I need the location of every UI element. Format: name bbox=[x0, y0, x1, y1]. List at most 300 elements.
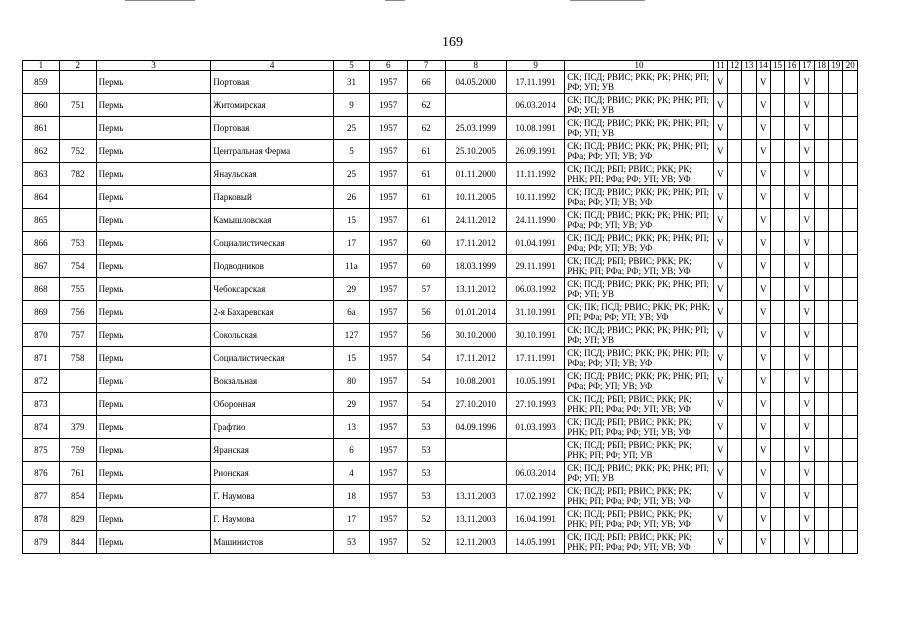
year-cell: 1957 bbox=[369, 439, 407, 462]
row-number: 869 bbox=[23, 301, 60, 324]
street-cell: 2-я Бахаревская bbox=[211, 301, 334, 324]
column-header-11: 11 bbox=[713, 61, 727, 71]
mark-cell-19 bbox=[829, 439, 843, 462]
mark-cell-15 bbox=[770, 324, 784, 347]
city-cell: Пермь bbox=[96, 71, 211, 94]
date-first-cell: 13.11.2003 bbox=[445, 485, 506, 508]
codes-cell: СК; ПСД; РВИС; РКК; РК; РНК; РП; РФ; УП; УВ bbox=[565, 278, 713, 301]
column-header-17: 17 bbox=[799, 61, 814, 71]
codes-cell: СК; ПСД; РБП; РВИС; РКК; РК; РНК; РП; РФа; РФ; УП; УВ; УФ bbox=[565, 416, 713, 439]
mark-cell-15 bbox=[770, 531, 784, 554]
mark-cell-12 bbox=[727, 416, 741, 439]
age-cell: 60 bbox=[407, 255, 445, 278]
date-second-cell: 27.10.1993 bbox=[506, 393, 564, 416]
mark-cell-17: V bbox=[799, 393, 814, 416]
mark-cell-13 bbox=[742, 416, 756, 439]
year-cell: 1957 bbox=[369, 140, 407, 163]
city-cell: Пермь bbox=[96, 370, 211, 393]
codes-cell: СК; ПСД; РБП; РВИС; РКК; РК; РНК; РП; РФа; РФ; УП; УВ; УФ bbox=[565, 163, 713, 186]
mark-cell-17: V bbox=[799, 370, 814, 393]
house-cell: 15 bbox=[334, 347, 370, 370]
mark-cell-14: V bbox=[756, 117, 770, 140]
mark-cell-20 bbox=[843, 462, 858, 485]
mark-cell-13 bbox=[742, 232, 756, 255]
mark-cell-15 bbox=[770, 186, 784, 209]
city-cell: Пермь bbox=[96, 301, 211, 324]
record-id: 759 bbox=[59, 439, 96, 462]
mark-cell-20 bbox=[843, 531, 858, 554]
record-id: 854 bbox=[59, 485, 96, 508]
mark-cell-20 bbox=[843, 393, 858, 416]
mark-cell-13 bbox=[742, 186, 756, 209]
mark-cell-14: V bbox=[756, 209, 770, 232]
mark-cell-16 bbox=[785, 232, 799, 255]
header-row bbox=[23, 61, 858, 71]
year-cell: 1957 bbox=[369, 485, 407, 508]
mark-cell-18 bbox=[814, 462, 828, 485]
row-number: 861 bbox=[23, 117, 60, 140]
column-header-6: 6 bbox=[369, 61, 407, 71]
mark-cell-18 bbox=[814, 301, 828, 324]
date-second-cell: 06.03.1992 bbox=[506, 278, 564, 301]
city-cell: Пермь bbox=[96, 117, 211, 140]
mark-cell-20 bbox=[843, 508, 858, 531]
mark-cell-20 bbox=[843, 324, 858, 347]
mark-cell-12 bbox=[727, 117, 741, 140]
date-second-cell bbox=[506, 439, 564, 462]
mark-cell-15 bbox=[770, 163, 784, 186]
mark-cell-14: V bbox=[756, 508, 770, 531]
house-cell: 15 bbox=[334, 209, 370, 232]
mark-cell-11: V bbox=[713, 94, 727, 117]
year-cell: 1957 bbox=[369, 117, 407, 140]
codes-cell: СК; ПСД; РБП; РВИС; РКК; РК; РНК; РП; РФ; УП; УВ bbox=[565, 439, 713, 462]
mark-cell-13 bbox=[742, 347, 756, 370]
age-cell: 62 bbox=[407, 94, 445, 117]
date-first-cell: 25.03.1999 bbox=[445, 117, 506, 140]
date-second-cell: 29.11.1991 bbox=[506, 255, 564, 278]
table-row bbox=[23, 485, 858, 508]
mark-cell-11: V bbox=[713, 485, 727, 508]
mark-cell-14: V bbox=[756, 278, 770, 301]
record-id: 757 bbox=[59, 324, 96, 347]
date-first-cell bbox=[445, 94, 506, 117]
mark-cell-18 bbox=[814, 255, 828, 278]
top-rule-right bbox=[570, 0, 645, 1]
mark-cell-16 bbox=[785, 117, 799, 140]
age-cell: 66 bbox=[407, 71, 445, 94]
date-second-cell: 06.03.2014 bbox=[506, 462, 564, 485]
date-second-cell: 16.04.1991 bbox=[506, 508, 564, 531]
date-first-cell: 01.01.2014 bbox=[445, 301, 506, 324]
row-number: 865 bbox=[23, 209, 60, 232]
row-number: 866 bbox=[23, 232, 60, 255]
street-cell: Графтио bbox=[211, 416, 334, 439]
house-cell: 6 bbox=[334, 439, 370, 462]
mark-cell-19 bbox=[829, 416, 843, 439]
mark-cell-18 bbox=[814, 439, 828, 462]
age-cell: 53 bbox=[407, 439, 445, 462]
mark-cell-18 bbox=[814, 531, 828, 554]
street-cell: Оборонная bbox=[211, 393, 334, 416]
table-row bbox=[23, 508, 858, 531]
mark-cell-12 bbox=[727, 140, 741, 163]
year-cell: 1957 bbox=[369, 278, 407, 301]
house-cell: 13 bbox=[334, 416, 370, 439]
age-cell: 62 bbox=[407, 117, 445, 140]
city-cell: Пермь bbox=[96, 416, 211, 439]
mark-cell-19 bbox=[829, 94, 843, 117]
record-id: 754 bbox=[59, 255, 96, 278]
mark-cell-18 bbox=[814, 209, 828, 232]
mark-cell-12 bbox=[727, 278, 741, 301]
mark-cell-19 bbox=[829, 186, 843, 209]
mark-cell-11: V bbox=[713, 324, 727, 347]
record-id: 753 bbox=[59, 232, 96, 255]
date-second-cell: 30.10.1991 bbox=[506, 324, 564, 347]
mark-cell-12 bbox=[727, 71, 741, 94]
table-row bbox=[23, 163, 858, 186]
column-header-10: 10 bbox=[565, 61, 713, 71]
year-cell: 1957 bbox=[369, 416, 407, 439]
date-first-cell: 04.05.2000 bbox=[445, 71, 506, 94]
codes-cell: СК; ПСД; РВИС; РКК; РК; РНК; РП; РФа; РФ; УП; УВ; УФ bbox=[565, 140, 713, 163]
table-body bbox=[23, 71, 858, 554]
mark-cell-16 bbox=[785, 278, 799, 301]
column-header-1: 1 bbox=[23, 61, 60, 71]
mark-cell-17: V bbox=[799, 278, 814, 301]
mark-cell-17: V bbox=[799, 163, 814, 186]
column-header-13: 13 bbox=[742, 61, 756, 71]
mark-cell-20 bbox=[843, 94, 858, 117]
date-second-cell: 17.02.1992 bbox=[506, 485, 564, 508]
street-cell: Г. Наумова bbox=[211, 485, 334, 508]
age-cell: 61 bbox=[407, 186, 445, 209]
year-cell: 1957 bbox=[369, 324, 407, 347]
table-row bbox=[23, 94, 858, 117]
age-cell: 52 bbox=[407, 508, 445, 531]
mark-cell-14: V bbox=[756, 370, 770, 393]
mark-cell-14: V bbox=[756, 140, 770, 163]
mark-cell-17: V bbox=[799, 416, 814, 439]
table-row bbox=[23, 71, 858, 94]
house-cell: 29 bbox=[334, 278, 370, 301]
mark-cell-16 bbox=[785, 439, 799, 462]
mark-cell-12 bbox=[727, 531, 741, 554]
house-cell: 80 bbox=[334, 370, 370, 393]
mark-cell-12 bbox=[727, 94, 741, 117]
mark-cell-19 bbox=[829, 278, 843, 301]
house-cell: 25 bbox=[334, 163, 370, 186]
row-number: 874 bbox=[23, 416, 60, 439]
row-number: 860 bbox=[23, 94, 60, 117]
mark-cell-11: V bbox=[713, 508, 727, 531]
row-number: 871 bbox=[23, 347, 60, 370]
date-second-cell: 31.10.1991 bbox=[506, 301, 564, 324]
mark-cell-19 bbox=[829, 209, 843, 232]
mark-cell-11: V bbox=[713, 209, 727, 232]
record-id: 752 bbox=[59, 140, 96, 163]
mark-cell-12 bbox=[727, 255, 741, 278]
codes-cell: СК; ПСД; РВИС; РКК; РК; РНК; РП; РФ; УП; УВ bbox=[565, 462, 713, 485]
mark-cell-13 bbox=[742, 370, 756, 393]
year-cell: 1957 bbox=[369, 370, 407, 393]
mark-cell-17: V bbox=[799, 186, 814, 209]
house-cell: 26 bbox=[334, 186, 370, 209]
date-first-cell: 30.10.2000 bbox=[445, 324, 506, 347]
date-second-cell: 10.11.1992 bbox=[506, 186, 564, 209]
mark-cell-11: V bbox=[713, 163, 727, 186]
mark-cell-14: V bbox=[756, 163, 770, 186]
mark-cell-18 bbox=[814, 117, 828, 140]
city-cell: Пермь bbox=[96, 531, 211, 554]
date-first-cell: 18.03.1999 bbox=[445, 255, 506, 278]
house-cell: 53 bbox=[334, 531, 370, 554]
mark-cell-14: V bbox=[756, 255, 770, 278]
mark-cell-15 bbox=[770, 71, 784, 94]
mark-cell-19 bbox=[829, 485, 843, 508]
table-row bbox=[23, 255, 858, 278]
mark-cell-19 bbox=[829, 71, 843, 94]
mark-cell-15 bbox=[770, 508, 784, 531]
mark-cell-20 bbox=[843, 416, 858, 439]
mark-cell-19 bbox=[829, 508, 843, 531]
mark-cell-17: V bbox=[799, 301, 814, 324]
codes-cell: СК; ПСД; РВИС; РКК; РК; РНК; РП; РФ; УП; УВ bbox=[565, 117, 713, 140]
record-id bbox=[59, 370, 96, 393]
street-cell: Янаульская bbox=[211, 163, 334, 186]
mark-cell-14: V bbox=[756, 531, 770, 554]
date-first-cell: 13.11.2012 bbox=[445, 278, 506, 301]
table-row bbox=[23, 117, 858, 140]
codes-cell: СК; ПСД; РВИС; РКК; РК; РНК; РП; РФа; РФ; УП; УВ; УФ bbox=[565, 186, 713, 209]
mark-cell-17: V bbox=[799, 232, 814, 255]
house-cell: 127 bbox=[334, 324, 370, 347]
mark-cell-20 bbox=[843, 439, 858, 462]
codes-cell: СК; ПСД; РБП; РВИС; РКК; РК; РНК; РП; РФа; РФ; УП; УВ; УФ bbox=[565, 508, 713, 531]
street-cell: Сокольская bbox=[211, 324, 334, 347]
mark-cell-14: V bbox=[756, 347, 770, 370]
street-cell: Житомирская bbox=[211, 94, 334, 117]
mark-cell-16 bbox=[785, 301, 799, 324]
city-cell: Пермь bbox=[96, 186, 211, 209]
year-cell: 1957 bbox=[369, 347, 407, 370]
mark-cell-18 bbox=[814, 186, 828, 209]
age-cell: 56 bbox=[407, 301, 445, 324]
table-row bbox=[23, 324, 858, 347]
mark-cell-16 bbox=[785, 462, 799, 485]
mark-cell-11: V bbox=[713, 393, 727, 416]
age-cell: 61 bbox=[407, 140, 445, 163]
mark-cell-17: V bbox=[799, 531, 814, 554]
mark-cell-17: V bbox=[799, 117, 814, 140]
age-cell: 53 bbox=[407, 462, 445, 485]
date-first-cell: 10.11.2005 bbox=[445, 186, 506, 209]
mark-cell-16 bbox=[785, 71, 799, 94]
mark-cell-15 bbox=[770, 370, 784, 393]
mark-cell-19 bbox=[829, 163, 843, 186]
mark-cell-15 bbox=[770, 301, 784, 324]
mark-cell-15 bbox=[770, 278, 784, 301]
year-cell: 1957 bbox=[369, 393, 407, 416]
date-first-cell: 25.10.2005 bbox=[445, 140, 506, 163]
year-cell: 1957 bbox=[369, 301, 407, 324]
mark-cell-14: V bbox=[756, 393, 770, 416]
row-number: 876 bbox=[23, 462, 60, 485]
mark-cell-18 bbox=[814, 232, 828, 255]
record-id: 755 bbox=[59, 278, 96, 301]
age-cell: 52 bbox=[407, 531, 445, 554]
codes-cell: СК; ПСД; РБП; РВИС; РКК; РК; РНК; РП; РФа; РФ; УП; УВ; УФ bbox=[565, 485, 713, 508]
record-id: 829 bbox=[59, 508, 96, 531]
house-cell: 25 bbox=[334, 117, 370, 140]
mark-cell-12 bbox=[727, 393, 741, 416]
mark-cell-12 bbox=[727, 324, 741, 347]
top-rule-middle bbox=[385, 0, 405, 1]
mark-cell-15 bbox=[770, 347, 784, 370]
mark-cell-11: V bbox=[713, 370, 727, 393]
mark-cell-14: V bbox=[756, 232, 770, 255]
record-id: 761 bbox=[59, 462, 96, 485]
column-header-14: 14 bbox=[756, 61, 770, 71]
age-cell: 60 bbox=[407, 232, 445, 255]
mark-cell-16 bbox=[785, 140, 799, 163]
city-cell: Пермь bbox=[96, 485, 211, 508]
column-header-16: 16 bbox=[785, 61, 799, 71]
street-cell: Машинистов bbox=[211, 531, 334, 554]
date-first-cell: 13.11.2003 bbox=[445, 508, 506, 531]
mark-cell-20 bbox=[843, 163, 858, 186]
record-id: 844 bbox=[59, 531, 96, 554]
row-number: 867 bbox=[23, 255, 60, 278]
mark-cell-15 bbox=[770, 462, 784, 485]
year-cell: 1957 bbox=[369, 186, 407, 209]
column-header-20: 20 bbox=[843, 61, 858, 71]
city-cell: Пермь bbox=[96, 462, 211, 485]
row-number: 872 bbox=[23, 370, 60, 393]
mark-cell-13 bbox=[742, 117, 756, 140]
record-id bbox=[59, 393, 96, 416]
mark-cell-11: V bbox=[713, 347, 727, 370]
date-first-cell: 01.11.2000 bbox=[445, 163, 506, 186]
mark-cell-18 bbox=[814, 370, 828, 393]
mark-cell-16 bbox=[785, 370, 799, 393]
mark-cell-18 bbox=[814, 163, 828, 186]
mark-cell-18 bbox=[814, 347, 828, 370]
mark-cell-15 bbox=[770, 140, 784, 163]
mark-cell-15 bbox=[770, 255, 784, 278]
year-cell: 1957 bbox=[369, 71, 407, 94]
column-header-3: 3 bbox=[96, 61, 211, 71]
column-header-18: 18 bbox=[814, 61, 828, 71]
table-row bbox=[23, 462, 858, 485]
date-first-cell: 04.09.1996 bbox=[445, 416, 506, 439]
codes-cell: СК; ПСД; РВИС; РКК; РК; РНК; РП; РФ; УП; УВ bbox=[565, 71, 713, 94]
mark-cell-20 bbox=[843, 209, 858, 232]
city-cell: Пермь bbox=[96, 439, 211, 462]
mark-cell-16 bbox=[785, 508, 799, 531]
mark-cell-12 bbox=[727, 163, 741, 186]
mark-cell-12 bbox=[727, 485, 741, 508]
table-row bbox=[23, 209, 858, 232]
age-cell: 61 bbox=[407, 163, 445, 186]
house-cell: 17 bbox=[334, 508, 370, 531]
registry-table bbox=[22, 60, 858, 554]
year-cell: 1957 bbox=[369, 232, 407, 255]
mark-cell-14: V bbox=[756, 462, 770, 485]
city-cell: Пермь bbox=[96, 393, 211, 416]
mark-cell-11: V bbox=[713, 232, 727, 255]
mark-cell-16 bbox=[785, 255, 799, 278]
mark-cell-18 bbox=[814, 508, 828, 531]
mark-cell-17: V bbox=[799, 209, 814, 232]
table-row bbox=[23, 370, 858, 393]
mark-cell-11: V bbox=[713, 255, 727, 278]
city-cell: Пермь bbox=[96, 94, 211, 117]
city-cell: Пермь bbox=[96, 140, 211, 163]
codes-cell: СК; ПСД; РБП; РВИС; РКК; РК; РНК; РП; РФа; РФ; УП; УВ; УФ bbox=[565, 255, 713, 278]
mark-cell-17: V bbox=[799, 508, 814, 531]
table-row bbox=[23, 186, 858, 209]
column-header-15: 15 bbox=[770, 61, 784, 71]
mark-cell-11: V bbox=[713, 186, 727, 209]
mark-cell-15 bbox=[770, 485, 784, 508]
column-header-7: 7 bbox=[407, 61, 445, 71]
mark-cell-16 bbox=[785, 209, 799, 232]
year-cell: 1957 bbox=[369, 255, 407, 278]
row-number: 875 bbox=[23, 439, 60, 462]
mark-cell-12 bbox=[727, 370, 741, 393]
record-id: 758 bbox=[59, 347, 96, 370]
mark-cell-16 bbox=[785, 393, 799, 416]
mark-cell-18 bbox=[814, 416, 828, 439]
mark-cell-12 bbox=[727, 439, 741, 462]
mark-cell-17: V bbox=[799, 255, 814, 278]
mark-cell-14: V bbox=[756, 71, 770, 94]
mark-cell-18 bbox=[814, 94, 828, 117]
date-second-cell: 17.11.1991 bbox=[506, 347, 564, 370]
codes-cell: СК; ПСД; РБП; РВИС; РКК; РК; РНК; РП; РФа; РФ; УП; УВ; УФ bbox=[565, 531, 713, 554]
mark-cell-12 bbox=[727, 186, 741, 209]
column-header-19: 19 bbox=[829, 61, 843, 71]
row-number: 877 bbox=[23, 485, 60, 508]
mark-cell-20 bbox=[843, 140, 858, 163]
house-cell: 6а bbox=[334, 301, 370, 324]
column-header-4: 4 bbox=[211, 61, 334, 71]
column-header-2: 2 bbox=[59, 61, 96, 71]
mark-cell-14: V bbox=[756, 439, 770, 462]
column-header-5: 5 bbox=[334, 61, 370, 71]
mark-cell-16 bbox=[785, 163, 799, 186]
row-number: 868 bbox=[23, 278, 60, 301]
city-cell: Пермь bbox=[96, 324, 211, 347]
date-first-cell bbox=[445, 439, 506, 462]
age-cell: 53 bbox=[407, 416, 445, 439]
mark-cell-13 bbox=[742, 163, 756, 186]
record-id bbox=[59, 209, 96, 232]
city-cell: Пермь bbox=[96, 232, 211, 255]
mark-cell-16 bbox=[785, 531, 799, 554]
date-second-cell: 26.09.1991 bbox=[506, 140, 564, 163]
house-cell: 29 bbox=[334, 393, 370, 416]
date-first-cell: 17.11.2012 bbox=[445, 347, 506, 370]
house-cell: 5 bbox=[334, 140, 370, 163]
table-row bbox=[23, 531, 858, 554]
mark-cell-20 bbox=[843, 255, 858, 278]
mark-cell-15 bbox=[770, 416, 784, 439]
record-id: 751 bbox=[59, 94, 96, 117]
mark-cell-19 bbox=[829, 531, 843, 554]
